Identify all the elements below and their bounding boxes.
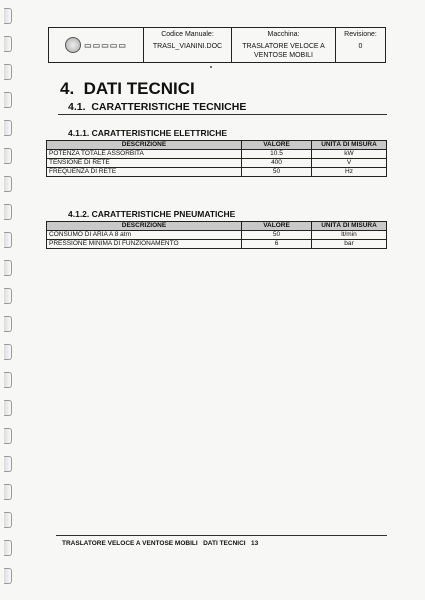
table-cell: lt/min	[312, 231, 387, 240]
page-footer: TRASLATORE VELOCE A VENTOSE MOBILI DATI TECNICI 13	[62, 540, 259, 547]
binder-hole	[4, 64, 12, 80]
table-row	[47, 168, 387, 177]
logo-wordmark: ▭▭▭▭▭	[84, 40, 127, 50]
binder-hole	[4, 120, 12, 136]
table-cell: 50	[242, 168, 312, 177]
binder-hole	[4, 8, 12, 24]
footer-rule	[56, 535, 387, 536]
subsection-title: 4.1. CARATTERISTICHE TECNICHE	[68, 101, 247, 113]
binder-hole	[4, 148, 12, 164]
pneumatic-title: 4.1.2. CARATTERISTICHE PNEUMATICHE	[68, 209, 236, 219]
subsection-rule	[58, 114, 387, 115]
table-cell: POTENZA TOTALE ASSORBITA	[47, 150, 242, 159]
table-cell: 400	[242, 159, 312, 168]
binder-hole	[4, 344, 12, 360]
binder-hole	[4, 372, 12, 388]
binder-hole	[4, 484, 12, 500]
binder-hole	[4, 316, 12, 332]
table-cell: 50	[242, 231, 312, 240]
table-header-row	[47, 141, 387, 150]
table-cell: 6	[242, 240, 312, 249]
binder-hole	[4, 456, 12, 472]
table-cell: V	[312, 159, 387, 168]
electrical-title: 4.1.1. CARATTERISTICHE ELETTRICHE	[68, 128, 227, 138]
machine-label: Macchina:	[267, 31, 300, 38]
electrical-table	[46, 140, 387, 177]
revision-value: 0	[358, 43, 363, 50]
table-cell: FREQUENZA DI RETE	[47, 168, 242, 177]
machine-value-line2: VENTOSE MOBILI	[254, 52, 313, 59]
machine-cell	[232, 28, 336, 63]
table-row	[47, 150, 387, 159]
table-row	[47, 231, 387, 240]
column-header: DESCRIZIONE	[47, 222, 242, 231]
revision-label: Revisione:	[344, 31, 377, 38]
binder-hole	[4, 568, 12, 584]
table-header-row	[47, 222, 387, 231]
binder-hole	[4, 260, 12, 276]
table-cell: CONSUMO DI ARIA A 8 atm	[47, 231, 242, 240]
column-header: VALORE	[242, 222, 312, 231]
logo-emblem-icon	[65, 37, 81, 53]
document-header-table	[48, 27, 386, 63]
binder-hole	[4, 512, 12, 528]
binder-hole	[4, 204, 12, 220]
binder-hole	[4, 288, 12, 304]
column-header: DESCRIZIONE	[47, 141, 242, 150]
column-header: UNITÀ DI MISURA	[312, 222, 387, 231]
manual-code-cell	[144, 28, 232, 63]
table-cell: PRESSIONE MINIMA DI FUNZIONAMENTO	[47, 240, 242, 249]
table-row	[47, 240, 387, 249]
binder-hole	[4, 232, 12, 248]
table-cell: Hz	[312, 168, 387, 177]
table-cell: bar	[312, 240, 387, 249]
binder-hole	[4, 176, 12, 192]
binder-holes	[0, 0, 16, 600]
machine-value-line1: TRASLATORE VELOCE A	[242, 43, 325, 50]
table-cell: 10.5	[242, 150, 312, 159]
manual-code-label: Codice Manuale:	[161, 31, 214, 38]
binder-hole	[4, 540, 12, 556]
company-logo	[49, 28, 144, 63]
binder-hole	[4, 92, 12, 108]
pneumatic-table	[46, 221, 387, 249]
binder-hole	[4, 400, 12, 416]
column-header: VALORE	[242, 141, 312, 150]
speck	[210, 66, 212, 68]
section-title: 4. DATI TECNICI	[60, 79, 195, 98]
binder-hole	[4, 36, 12, 52]
revision-cell	[336, 28, 386, 63]
table-cell: TENSIONE DI RETE	[47, 159, 242, 168]
binder-hole	[4, 428, 12, 444]
table-row	[47, 159, 387, 168]
table-cell: kW	[312, 150, 387, 159]
manual-code-value: TRASL_VIANINI.DOC	[152, 43, 223, 50]
column-header: UNITÀ DI MISURA	[312, 141, 387, 150]
